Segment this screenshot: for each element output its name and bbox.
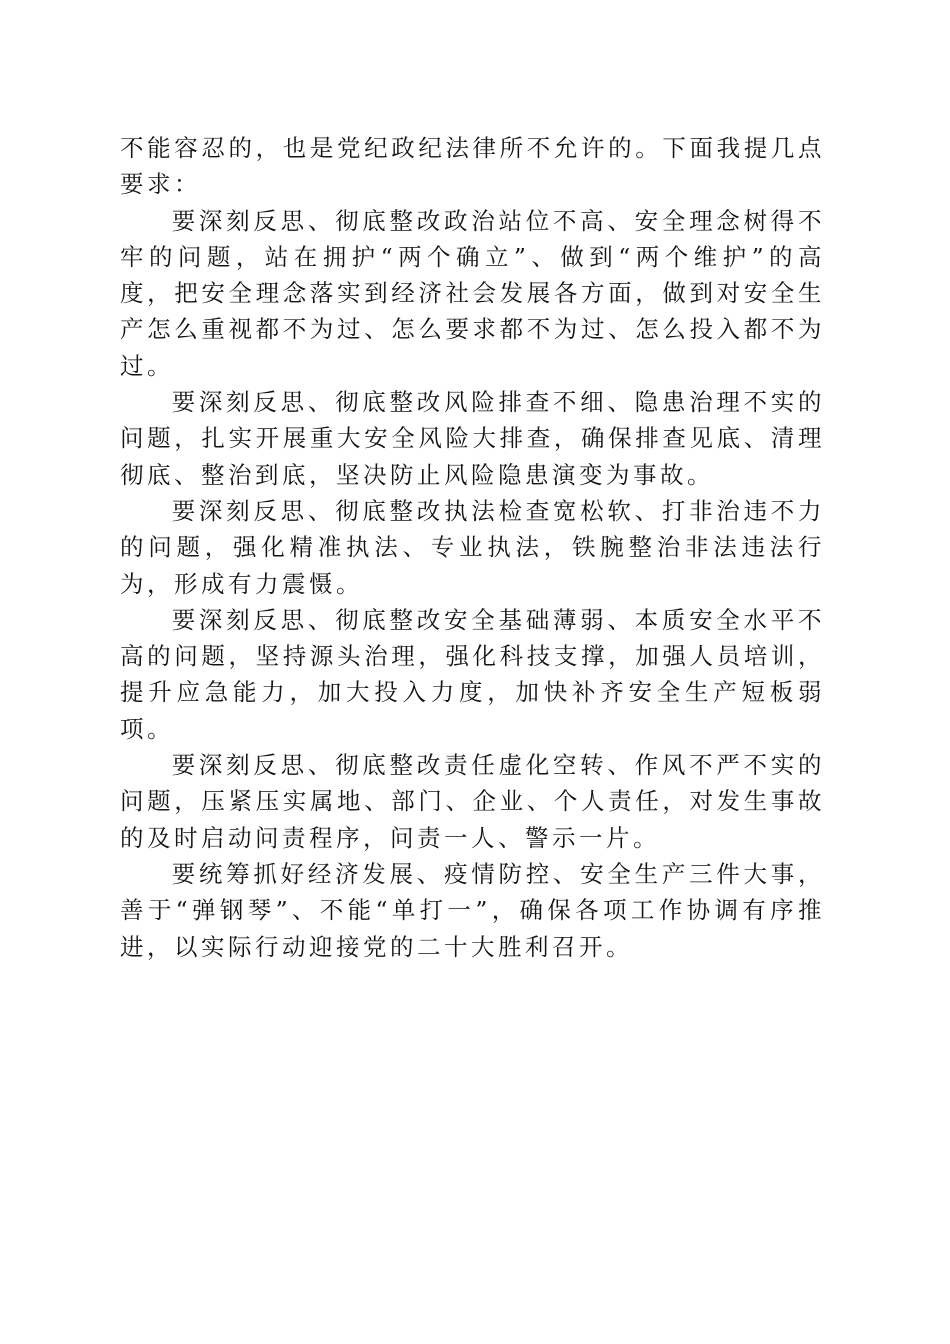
paragraph-risk-investigation: 要深刻反思、彻底整改风险排查不细、隐患治理不实的问题，扎实开展重大安全风险大排查，确保排查见底、清理彻底、整治到底，坚决防止风险隐患演变为事故。 bbox=[120, 388, 825, 489]
paragraph-safety-foundation: 要深刻反思、彻底整改安全基础薄弱、本质安全水平不高的问题，坚持源头治理，强化科技支撑，加强人员培训，提升应急能力，加大投入力度，加快补齐安全生产短板弱项。 bbox=[120, 605, 825, 743]
paragraph-responsibility: 要深刻反思、彻底整改责任虚化空转、作风不严不实的问题，压紧压实属地、部门、企业、个人责任，对发生事故的及时启动问责程序，问责一人、警示一片。 bbox=[120, 751, 825, 852]
paragraph-law-enforcement: 要深刻反思、彻底整改执法检查宽松软、打非治违不力的问题，强化精准执法、专业执法，铁腕整治非法违法行为，形成有力震慑。 bbox=[120, 496, 825, 598]
paragraph-political-stance: 要深刻反思、彻底整改政治站位不高、安全理念树得不牢的问题，站在拥护“两个确立”、做到“两个维护”的高度，把安全理念落实到经济社会发展各方面，做到对安全生产怎么重视都不为过、怎么要求都不为过、怎么投入都不为过。 bbox=[120, 206, 825, 380]
paragraph-coordination: 要统筹抓好经济发展、疫情防控、安全生产三件大事，善于“弹钢琴”、不能“单打一”，确保各项工作协调有序推进，以实际行动迎接党的二十大胜利召开。 bbox=[120, 859, 825, 961]
paragraph-continuation: 不能容忍的，也是党纪政纪法律所不允许的。下面我提几点要求： bbox=[120, 134, 825, 199]
document-body bbox=[120, 130, 825, 965]
